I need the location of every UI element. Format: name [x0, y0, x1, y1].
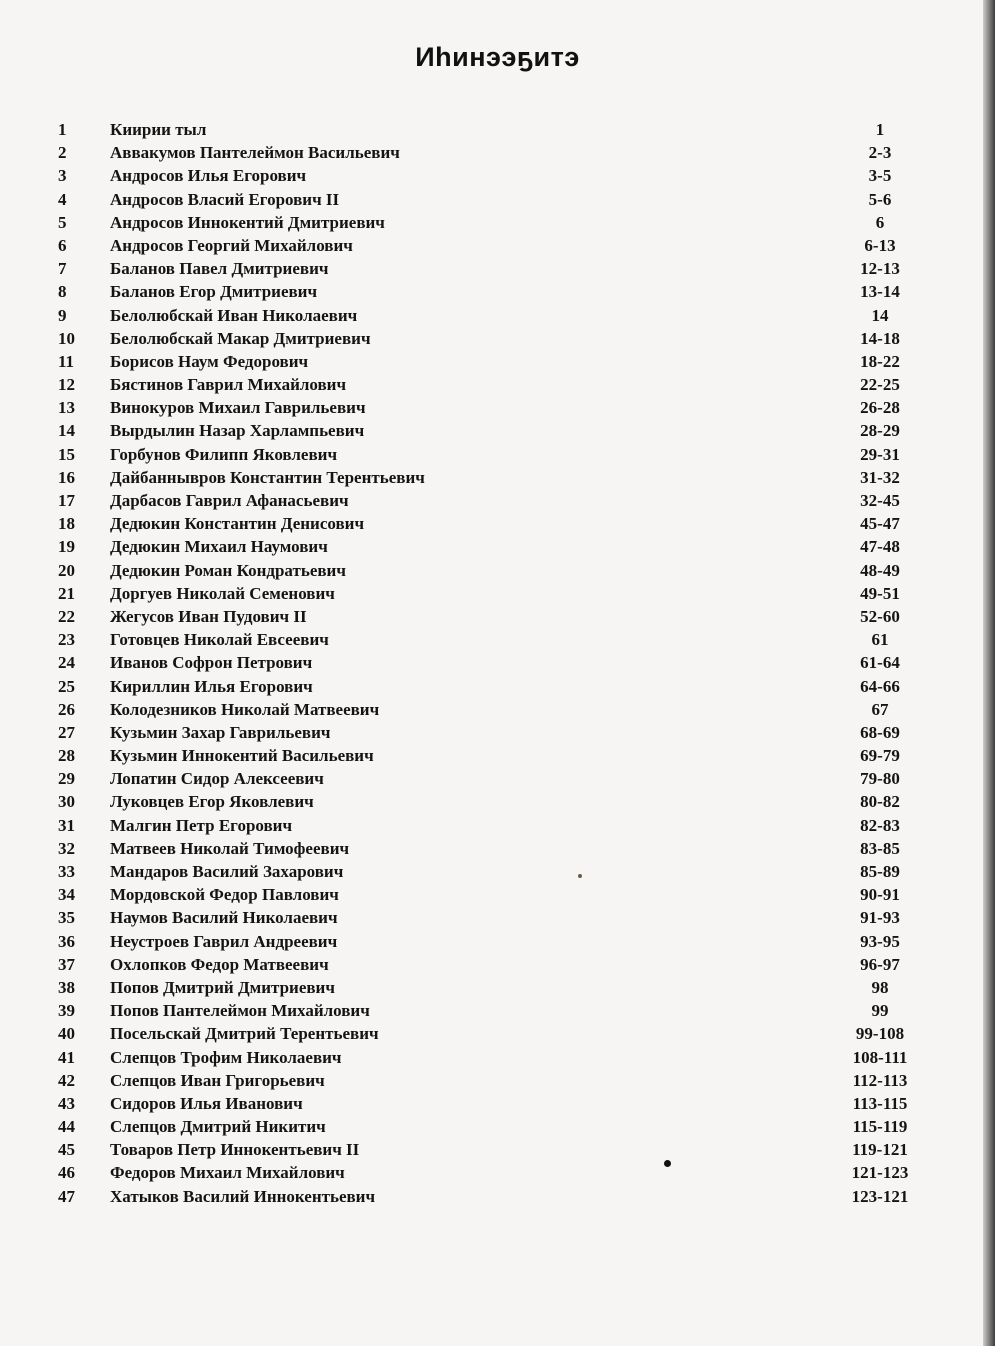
entry-name: Дедюкин Роман Кондратьевич	[110, 560, 346, 580]
entry-name: Готовцев Николай Евсеевич	[110, 630, 329, 650]
toc-entry	[0, 211, 995, 234]
entry-pages: 49-51	[860, 583, 900, 603]
entry-number: 31	[58, 815, 75, 835]
entry-name: Дарбасов Гаврил Афанасьевич	[110, 491, 349, 510]
entry-name: Мандаров Василий Захарович	[110, 862, 344, 881]
entry-number: 12	[58, 375, 75, 395]
toc-entry	[0, 582, 995, 605]
entry-number: 39	[58, 1001, 75, 1021]
entry-pages: 48-49	[860, 560, 900, 580]
entry-pages: 98	[871, 977, 889, 997]
toc-entry	[0, 651, 995, 674]
entry-number: 3	[58, 166, 67, 186]
toc-entry	[0, 628, 995, 651]
toc-entry	[0, 373, 995, 396]
toc-entry	[0, 930, 995, 953]
entry-number: 45	[58, 1140, 75, 1160]
entry-name: Малгин Петр Егорович	[110, 815, 293, 835]
entry-pages: 115-119	[852, 1117, 908, 1137]
entry-number: 9	[58, 305, 67, 325]
entry-name: Киирии тыл	[110, 120, 207, 139]
entry-pages: 99	[871, 1001, 889, 1021]
entry-number: 43	[58, 1093, 75, 1113]
toc-entry	[0, 512, 995, 535]
toc-entry	[0, 837, 995, 860]
entry-pages: 31-32	[860, 467, 900, 487]
entry-number: 28	[58, 746, 75, 766]
entry-name: Попов Дмитрий Дмитриевич	[110, 977, 335, 997]
entry-pages: 108-111	[852, 1047, 908, 1067]
entry-pages: 29-31	[860, 444, 900, 464]
entry-name: Луковцев Егор Яковлевич	[110, 792, 314, 812]
toc-entry	[0, 327, 995, 350]
entry-number: 16	[58, 467, 75, 487]
entry-pages: 69-79	[860, 746, 900, 766]
entry-number: 15	[58, 444, 75, 464]
entry-pages: 52-60	[860, 606, 900, 626]
entry-name: Белолюбскай Иван Николаевич	[110, 305, 358, 325]
entry-name: Мордовской Федор Павлович	[110, 885, 339, 905]
entry-number: 4	[58, 189, 67, 209]
entry-pages: 91-93	[860, 908, 900, 928]
toc-entry	[0, 350, 995, 373]
entry-pages: 6	[875, 212, 885, 232]
entry-name: Кириллин Илья Егорович	[110, 676, 313, 696]
entry-pages: 99-108	[855, 1024, 905, 1044]
toc-entry	[0, 1138, 995, 1161]
entry-pages: 14-18	[860, 328, 900, 348]
entry-pages: 18-22	[860, 351, 900, 371]
entry-name: Слепцов Трофим Николаевич	[110, 1047, 342, 1067]
toc-entry	[0, 1069, 995, 1092]
toc-entry	[0, 1161, 995, 1184]
entry-name: Хатыков Василий Иннокентьевич	[110, 1186, 376, 1206]
page-title: Иһинээҕитэ	[415, 42, 580, 72]
entry-name: Бястинов Гаврил Михайлович	[110, 375, 347, 395]
toc-entry	[0, 1115, 995, 1138]
entry-pages: 64-66	[860, 676, 900, 696]
entry-name: Баланов Павел Дмитриевич	[110, 259, 329, 279]
entry-number: 32	[58, 838, 75, 858]
entry-pages: 85-89	[860, 862, 900, 881]
entry-pages: 93-95	[860, 931, 900, 951]
toc-entry	[0, 883, 995, 906]
toc-entry	[0, 559, 995, 582]
entry-name: Сидоров Илья Иванович	[110, 1093, 303, 1113]
entry-number: 21	[58, 583, 75, 603]
entry-number: 22	[58, 606, 75, 626]
entry-pages: 1	[875, 120, 885, 139]
entry-pages: 79-80	[860, 769, 900, 789]
entry-number: 26	[58, 699, 75, 719]
entry-pages: 96-97	[860, 954, 900, 974]
entry-name: Горбунов Филипп Яковлевич	[110, 444, 338, 464]
entry-name: Жегусов Иван Пудович II	[110, 606, 307, 626]
entry-name: Вырдылин Назар Харлампьевич	[110, 421, 365, 441]
entry-name: Матвеев Николай Тимофеевич	[110, 838, 350, 858]
toc-entry	[0, 535, 995, 558]
entry-name: Иванов Софрон Петрович	[110, 653, 313, 673]
entry-name: Андросов Георгий Михайлович	[110, 235, 353, 255]
entry-number: 14	[58, 421, 75, 441]
entry-number: 11	[58, 351, 75, 371]
entry-name: Винокуров Михаил Гаврильевич	[110, 398, 366, 418]
entry-pages: 67	[871, 699, 889, 719]
entry-name: Слепцов Иван Григорьевич	[110, 1070, 325, 1090]
toc-entry	[0, 767, 995, 790]
entry-number: 47	[58, 1186, 75, 1206]
toc-entry	[0, 744, 995, 767]
entry-number: 29	[58, 769, 75, 789]
entry-number: 41	[58, 1047, 75, 1067]
entry-pages: 2-3	[868, 143, 892, 163]
entry-number: 18	[58, 514, 75, 534]
entry-pages: 13-14	[860, 282, 900, 302]
entry-name: Доргуев Николай Семенович	[110, 583, 335, 603]
entry-name: Кузьмин Захар Гаврильевич	[110, 722, 331, 742]
entry-name: Попов Пантелеймон Михайлович	[110, 1001, 370, 1021]
entry-number: 5	[58, 212, 67, 232]
toc-entry	[0, 721, 995, 744]
toc-entry	[0, 953, 995, 976]
entry-name: Борисов Наум Федорович	[110, 351, 309, 371]
entry-number: 10	[58, 328, 75, 348]
entry-name: Белолюбскай Макар Дмитриевич	[110, 328, 371, 348]
entry-name: Неустроев Гаврил Андреевич	[110, 931, 338, 951]
toc-entry	[0, 257, 995, 280]
toc-entry	[0, 396, 995, 419]
entry-number: 44	[58, 1117, 75, 1137]
entry-number: 27	[58, 722, 75, 742]
entry-name: Охлопков Федор Матвеевич	[110, 954, 329, 974]
toc-entry	[0, 1092, 995, 1115]
entry-number: 34	[58, 885, 75, 905]
entry-pages: 45-47	[860, 514, 900, 534]
toc-entry	[0, 999, 995, 1022]
entry-pages: 61-64	[860, 653, 900, 673]
entry-number: 8	[58, 282, 67, 302]
entry-pages: 14	[871, 305, 889, 325]
toc-entry	[0, 860, 995, 883]
entry-number: 46	[58, 1163, 75, 1183]
toc-entry	[0, 304, 995, 327]
entry-name: Товаров Петр Иннокентьевич II	[110, 1140, 360, 1160]
entry-name: Дайбаннывров Константин Терентьевич	[110, 467, 425, 487]
entry-number: 38	[58, 977, 75, 997]
entry-pages: 119-121	[852, 1140, 908, 1160]
toc-entry	[0, 280, 995, 303]
entry-number: 30	[58, 792, 75, 812]
entry-name: Наумов Василий Николаевич	[110, 908, 338, 928]
entry-pages: 22-25	[860, 375, 900, 395]
entry-number: 20	[58, 560, 75, 580]
entry-number: 13	[58, 398, 75, 418]
entry-pages: 26-28	[860, 398, 900, 418]
toc-entry	[0, 1185, 995, 1208]
entry-number: 19	[58, 537, 75, 557]
toc-entry	[0, 790, 995, 813]
entry-number: 25	[58, 676, 75, 696]
entry-pages: 113-115	[852, 1093, 908, 1113]
entry-pages: 32-45	[860, 491, 900, 510]
toc-entry	[0, 1022, 995, 1045]
entry-pages: 6-13	[864, 235, 896, 255]
entry-number: 40	[58, 1024, 75, 1044]
toc-entry	[0, 976, 995, 999]
entry-number: 1	[58, 120, 67, 139]
toc-entry	[0, 234, 995, 257]
entry-number: 17	[58, 491, 75, 510]
entry-pages: 123-121	[851, 1186, 909, 1206]
entry-pages: 47-48	[860, 537, 900, 557]
toc-entry	[0, 164, 995, 187]
entry-name: Слепцов Дмитрий Никитич	[110, 1117, 326, 1137]
entry-pages: 3-5	[868, 166, 892, 186]
entry-pages: 28-29	[860, 421, 900, 441]
entry-name: Колодезников Николай Матвеевич	[110, 699, 380, 719]
entry-name: Баланов Егор Дмитриевич	[110, 282, 318, 302]
entry-name: Дедюкин Михаил Наумович	[110, 537, 328, 557]
entry-pages: 5-6	[868, 189, 892, 209]
ink-smudge	[578, 874, 582, 878]
toc-entry	[0, 419, 995, 442]
entry-pages: 90-91	[860, 885, 900, 905]
entry-number: 33	[58, 862, 75, 881]
entry-number: 36	[58, 931, 75, 951]
toc-entry	[0, 443, 995, 466]
entry-number: 6	[58, 235, 67, 255]
entry-number: 23	[58, 630, 75, 650]
entry-number: 35	[58, 908, 75, 928]
entry-pages: 112-113	[852, 1070, 908, 1090]
entry-pages: 83-85	[860, 838, 900, 858]
toc-entry	[0, 118, 995, 141]
entry-number: 37	[58, 954, 75, 974]
entry-number: 24	[58, 653, 75, 673]
entry-number: 42	[58, 1070, 75, 1090]
entry-name: Андросов Власий Егорович II	[110, 189, 340, 209]
toc-entry	[0, 675, 995, 698]
entry-name: Посельскай Дмитрий Терентьевич	[110, 1024, 379, 1044]
table-of-contents	[0, 118, 995, 1208]
toc-entry	[0, 1046, 995, 1069]
entry-name: Дедюкин Константин Денисович	[110, 514, 365, 534]
entry-number: 2	[58, 143, 67, 163]
entry-pages: 80-82	[860, 792, 900, 812]
entry-name: Кузьмин Иннокентий Васильевич	[110, 746, 374, 766]
entry-pages: 68-69	[860, 722, 900, 742]
entry-number: 7	[58, 259, 67, 279]
entry-pages: 121-123	[851, 1163, 909, 1183]
entry-pages: 12-13	[860, 259, 900, 279]
toc-entry	[0, 906, 995, 929]
entry-pages: 82-83	[860, 815, 900, 835]
entry-name: Аввакумов Пантелеймон Васильевич	[110, 143, 400, 163]
toc-entry	[0, 489, 995, 512]
entry-name: Лопатин Сидор Алексеевич	[110, 769, 324, 789]
toc-entry	[0, 698, 995, 721]
toc-entry	[0, 814, 995, 837]
toc-entry	[0, 605, 995, 628]
entry-name: Андросов Илья Егорович	[110, 166, 307, 186]
toc-entry	[0, 188, 995, 211]
entry-name: Федоров Михаил Михайлович	[110, 1163, 345, 1183]
entry-pages: 61	[871, 630, 889, 650]
toc-entry	[0, 466, 995, 489]
toc-entry	[0, 141, 995, 164]
entry-name: Андросов Иннокентий Дмитриевич	[110, 212, 385, 232]
ink-dot	[664, 1160, 671, 1167]
